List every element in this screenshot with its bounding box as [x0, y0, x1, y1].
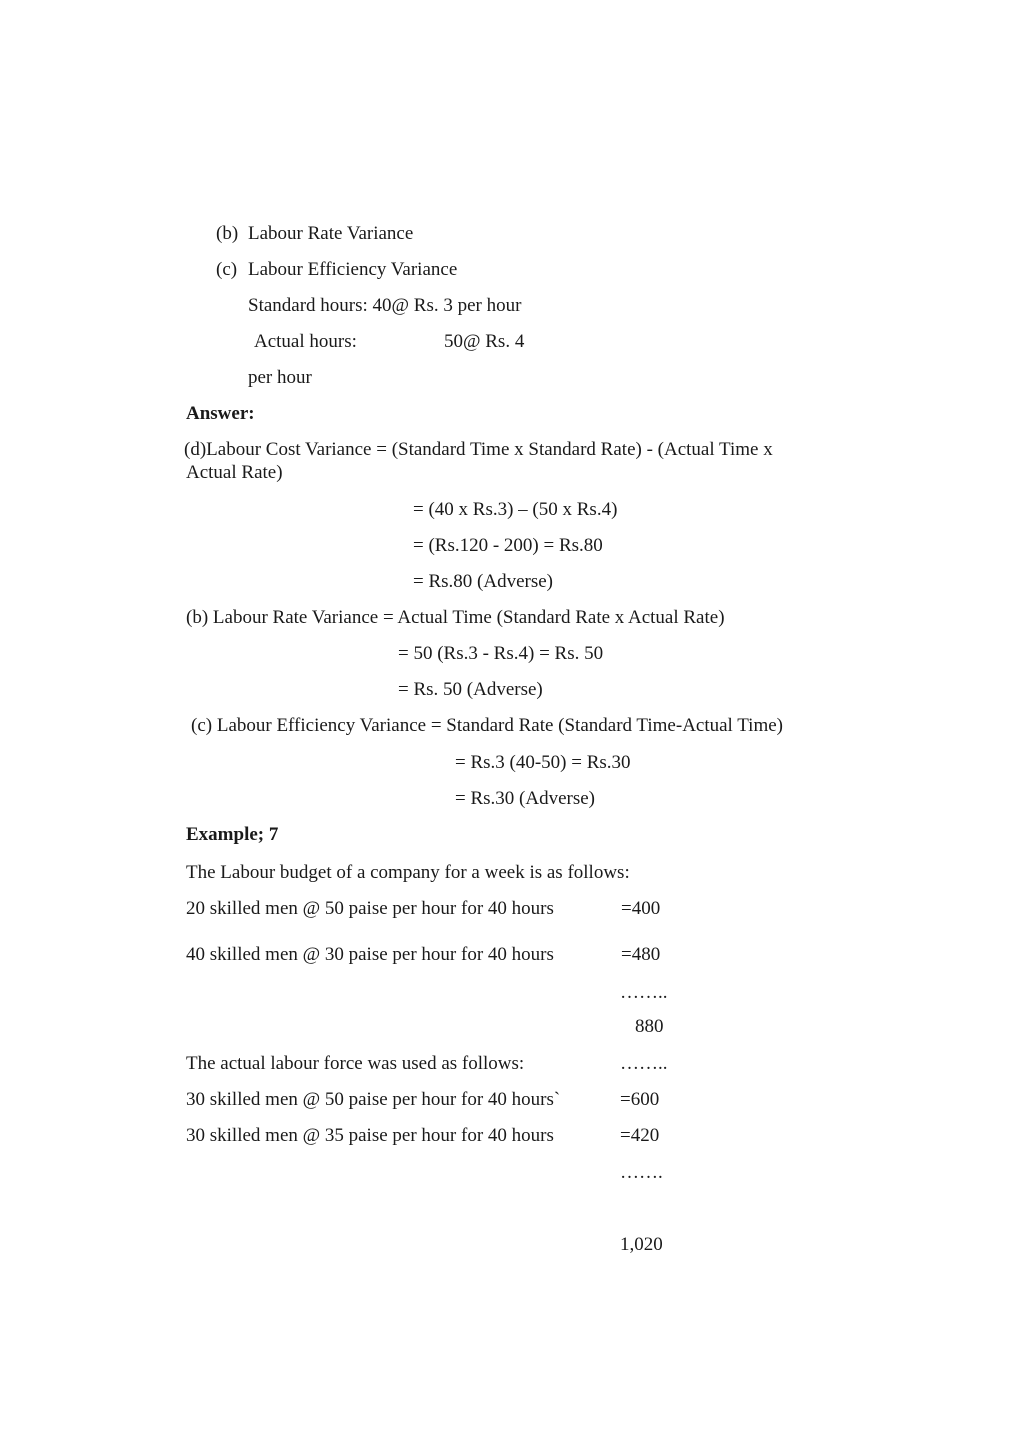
rate-step-1: = 50 (Rs.3 - Rs.4) = Rs. 50 — [398, 643, 604, 664]
cost-step-1: = (40 x Rs.3) – (50 x Rs.4) — [413, 499, 618, 520]
labour-efficiency-variance-line: (c) Labour Efficiency Variance = Standard Rate (Standard Time-Actual Time) — [191, 715, 783, 736]
budget-dots: …….. — [620, 982, 668, 1003]
labour-rate-variance-line: (b) Labour Rate Variance = Actual Time (Standard Rate x Actual Rate) — [186, 607, 725, 628]
actual-hours-label: Actual hours: — [254, 331, 357, 352]
actual-total: 1,020 — [620, 1234, 663, 1255]
actual-hours-continuation: per hour — [248, 367, 312, 388]
budget-row-1-amount: =400 — [621, 898, 661, 919]
budget-row-2-amount: =480 — [621, 944, 661, 965]
efficiency-step-2: = Rs.30 (Adverse) — [455, 788, 595, 809]
actual-dots-top: …….. — [620, 1053, 668, 1074]
rate-step-2: = Rs. 50 (Adverse) — [398, 679, 543, 700]
item-labour-efficiency-variance: Labour Efficiency Variance — [248, 259, 458, 280]
labour-cost-variance-line-2: Actual Rate) — [186, 462, 283, 483]
actual-row-2-text: 30 skilled men @ 35 paise per hour for 40 hours — [186, 1125, 554, 1146]
efficiency-step-1: = Rs.3 (40-50) = Rs.30 — [455, 752, 631, 773]
example-heading: Example; 7 — [186, 824, 279, 845]
item-marker-b: (b) — [216, 223, 239, 244]
cost-step-2: = (Rs.120 - 200) = Rs.80 — [413, 535, 603, 556]
actual-intro: The actual labour force was used as follows: — [186, 1053, 525, 1074]
actual-row-2-amount: =420 — [620, 1125, 660, 1146]
answer-heading: Answer: — [186, 403, 255, 424]
example-intro: The Labour budget of a company for a week is as follows: — [186, 862, 630, 883]
actual-dots: ……. — [620, 1162, 663, 1183]
budget-row-1-text: 20 skilled men @ 50 paise per hour for 40 hours — [186, 898, 554, 919]
actual-row-1-text: 30 skilled men @ 50 paise per hour for 40 hours` — [186, 1089, 561, 1110]
actual-row-1-amount: =600 — [620, 1089, 660, 1110]
item-labour-rate-variance: Labour Rate Variance — [248, 223, 414, 244]
budget-row-2-text: 40 skilled men @ 30 paise per hour for 40 hours — [186, 944, 554, 965]
cost-step-3: = Rs.80 (Adverse) — [413, 571, 553, 592]
standard-hours-line: Standard hours: 40@ Rs. 3 per hour — [248, 295, 522, 316]
item-marker-c: (c) — [216, 259, 238, 280]
labour-cost-variance-line-1: (d)Labour Cost Variance = (Standard Time x Standard Rate) - (Actual Time x — [184, 439, 773, 460]
actual-hours-value: 50@ Rs. 4 — [444, 331, 525, 352]
budget-total: 880 — [635, 1016, 664, 1037]
